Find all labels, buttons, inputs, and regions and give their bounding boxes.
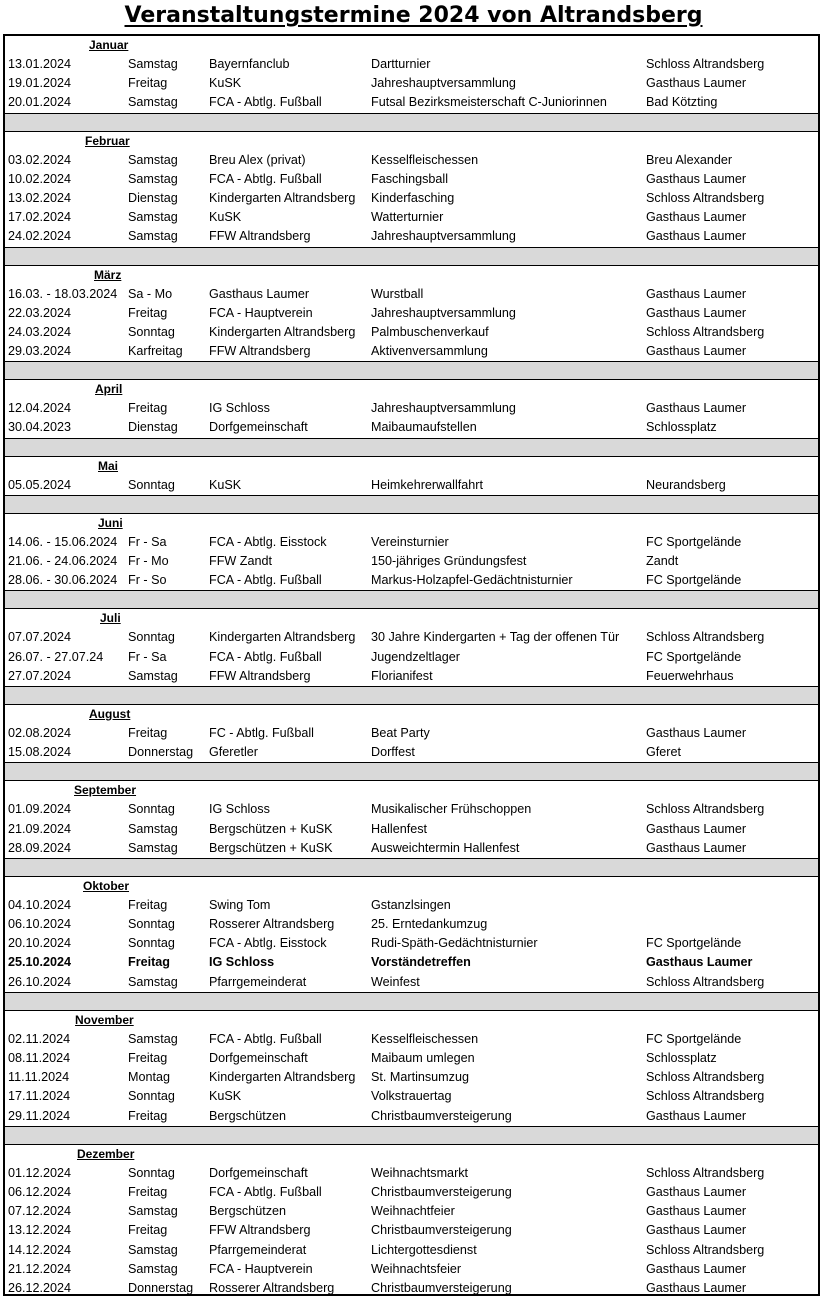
event-location: Zandt [646,554,679,568]
month-heading: August [89,706,131,721]
event-organizer: FCA - Abtlg. Fußball [209,171,322,186]
event-row [5,839,818,858]
event-location: Schloss Altrandsberg [646,974,765,989]
event-weekday: Fr - Sa [128,649,167,664]
event-weekday: Samstag [128,152,178,167]
event-weekday: Donnerstag [128,745,194,760]
event-weekday: Samstag [128,840,178,855]
event-location: Gasthaus Laumer [646,725,747,740]
event-weekday: Sonntag [128,1089,175,1104]
event-date: 07.12.2024 [8,1204,72,1219]
event-row [5,342,818,361]
event-row [5,533,818,552]
event-organizer: FFW Altrandsberg [209,668,311,683]
event-date: 06.12.2024 [8,1184,72,1199]
event-row [5,476,818,495]
event-date: 19.01.2024 [8,76,72,91]
month-block [5,380,818,438]
month-block [5,457,818,496]
month-separator [5,993,818,1011]
month-block [5,514,818,592]
event-organizer: FCA - Abtlg. Fußball [209,95,322,110]
month-block [5,781,818,859]
event-name: Maibaumaufstellen [371,420,477,435]
event-organizer: FCA - Abtlg. Fußball [209,1184,322,1199]
event-date: 21.06. - 24.06.2024 [8,554,118,568]
event-name: Futsal Bezirksmeisterschaft C-Juniorinnen [371,95,607,110]
event-date: 17.11.2024 [8,1089,71,1104]
event-weekday: Freitag [128,897,168,912]
event-name: Faschingsball [371,171,449,186]
event-weekday: Freitag [128,1223,168,1238]
event-name: Jahreshauptversammlung [371,305,516,320]
event-location: Schloss Altrandsberg [646,630,765,645]
event-weekday: Fr - Sa [128,534,167,549]
event-location: Gasthaus Laumer [646,1280,747,1295]
event-row [5,170,818,189]
event-row [5,820,818,839]
event-weekday: Fr - Mo [128,554,169,568]
event-organizer: IG Schloss [209,955,275,970]
month-separator [5,362,818,380]
month-block [5,1011,818,1127]
event-weekday: Montag [128,1070,171,1085]
event-row [5,1279,818,1296]
events-table [3,34,820,1296]
event-date: 14.12.2024 [8,1242,72,1257]
event-name: Christbaumversteigerung [371,1108,512,1123]
event-location: Schloss Altrandsberg [646,57,765,71]
event-weekday: Fr - So [128,573,167,588]
event-date: 01.09.2024 [8,802,72,817]
event-organizer: KuSK [209,76,242,91]
month-separator [5,763,818,781]
event-date: 10.02.2024 [8,171,72,186]
event-name: Rudi-Späth-Gedächtnisturnier [371,936,538,951]
event-row [5,648,818,667]
event-date: 17.02.2024 [8,210,72,225]
event-name: Volkstrauertag [371,1089,452,1104]
event-organizer: FCA - Abtlg. Eisstock [209,936,327,951]
event-row [5,628,818,647]
event-row [5,896,818,915]
event-location: Gasthaus Laumer [646,171,747,186]
event-location: Gasthaus Laumer [646,1204,747,1219]
event-organizer: Pfarrgemeinderat [209,974,307,989]
event-row [5,724,818,743]
event-location: Gasthaus Laumer [646,821,747,836]
month-separator [5,439,818,457]
event-name: Lichtergottesdienst [371,1242,477,1257]
event-date: 13.12.2024 [8,1223,72,1238]
event-date: 30.04.2023 [8,420,72,435]
event-name: Weihnachtsmarkt [371,1165,469,1180]
event-row [5,1107,818,1126]
event-weekday: Sonntag [128,477,175,492]
event-row [5,227,818,246]
event-row [5,973,818,992]
event-organizer: Kindergarten Altrandsberg [209,324,356,339]
event-row [5,1221,818,1240]
event-location: Gasthaus Laumer [646,1108,747,1123]
event-date: 13.01.2024 [8,57,72,71]
event-date: 04.10.2024 [8,897,72,912]
event-location: Gasthaus Laumer [646,305,747,320]
event-weekday: Sonntag [128,917,175,932]
event-location: Gasthaus Laumer [646,1184,747,1199]
page-title [0,2,827,30]
month-separator [5,248,818,266]
event-organizer: FCA - Abtlg. Fußball [209,649,322,664]
event-location: Breu Alexander [646,152,733,167]
event-date: 08.11.2024 [8,1051,71,1065]
event-date: 06.10.2024 [8,917,72,932]
month-heading: Oktober [83,878,130,893]
event-location: Schloss Altrandsberg [646,324,765,339]
event-organizer: Breu Alex (privat) [209,152,306,167]
event-row [5,571,818,590]
event-row [5,1164,818,1183]
event-organizer: Gasthaus Laumer [209,286,310,301]
month-separator [5,859,818,877]
event-date: 15.08.2024 [8,745,72,760]
event-organizer: Rosserer Altrandsberg [209,1280,335,1295]
month-block [5,1145,818,1296]
event-date: 24.03.2024 [8,324,72,339]
event-organizer: FC - Abtlg. Fußball [209,725,314,740]
event-location: Gferet [646,745,681,760]
event-name: Kesselfleischessen [371,152,479,167]
event-weekday: Sa - Mo [128,286,173,301]
event-location: FC Sportgelände [646,1031,742,1046]
event-name: Gstanzlsingen [371,897,451,912]
event-location: Schloss Altrandsberg [646,802,765,817]
month-separator [5,591,818,609]
event-name: Jahreshauptversammlung [371,229,516,244]
event-name: Kesselfleischessen [371,1031,479,1046]
event-row [5,1087,818,1106]
event-date: 24.02.2024 [8,229,72,244]
event-organizer: KuSK [209,210,242,225]
event-row [5,1241,818,1260]
event-name: Vorständetreffen [371,955,471,970]
month-separator [5,1127,818,1145]
event-date: 29.03.2024 [8,344,72,359]
event-row [5,399,818,418]
event-date: 22.03.2024 [8,305,72,320]
event-name: Palmbuschenverkauf [371,324,489,339]
event-name: Aktivenversammlung [371,344,488,359]
event-date: 29.11.2024 [8,1108,71,1123]
event-name: Maibaum umlegen [371,1051,475,1065]
event-organizer: FFW Altrandsberg [209,1223,311,1238]
event-row [5,418,818,437]
event-weekday: Sonntag [128,324,175,339]
event-weekday: Samstag [128,974,178,989]
month-block [5,705,818,763]
event-date: 20.01.2024 [8,95,72,110]
event-location: Gasthaus Laumer [646,1223,747,1238]
event-location: Schloss Altrandsberg [646,190,765,205]
event-weekday: Freitag [128,955,170,970]
event-date: 20.10.2024 [8,936,72,951]
event-organizer: FCA - Abtlg. Eisstock [209,534,327,549]
event-date: 28.09.2024 [8,840,72,855]
event-name: Markus-Holzapfel-Gedächtnisturnier [371,573,573,588]
event-weekday: Samstag [128,229,178,244]
event-organizer: Bergschützen + KuSK [209,840,333,855]
event-organizer: Bayernfanclub [209,57,290,71]
month-heading: März [94,267,122,282]
event-location: Gasthaus Laumer [646,229,747,244]
event-date: 05.05.2024 [8,477,72,492]
month-heading: Februar [85,133,130,148]
event-row [5,55,818,74]
event-date: 25.10.2024 [8,955,72,970]
month-heading: Juli [100,611,121,626]
event-name: Christbaumversteigerung [371,1223,512,1238]
event-row [5,667,818,686]
event-location: Gasthaus Laumer [646,210,747,225]
event-organizer: Rosserer Altrandsberg [209,917,335,932]
event-date: 07.07.2024 [8,630,72,645]
event-weekday: Freitag [128,725,168,740]
event-row [5,323,818,342]
event-location: FC Sportgelände [646,649,742,664]
event-name: Weinfest [371,974,420,989]
event-date: 28.06. - 30.06.2024 [8,573,118,588]
event-name: 150-jähriges Gründungsfest [371,554,527,568]
month-block [5,266,818,363]
event-weekday: Samstag [128,95,178,110]
event-organizer: FFW Zandt [209,554,272,568]
event-location: Schlossplatz [646,1051,717,1065]
event-organizer: FCA - Hauptverein [209,305,313,320]
month-heading: Januar [89,38,129,52]
event-location: Schloss Altrandsberg [646,1165,765,1180]
event-name: Christbaumversteigerung [371,1184,512,1199]
event-location: FC Sportgelände [646,573,742,588]
event-weekday: Samstag [128,171,178,186]
event-row [5,189,818,208]
event-weekday: Sonntag [128,936,175,951]
event-organizer: Kindergarten Altrandsberg [209,190,356,205]
event-date: 26.12.2024 [8,1280,72,1295]
event-date: 02.08.2024 [8,725,72,740]
event-location: FC Sportgelände [646,936,742,951]
event-location: Schloss Altrandsberg [646,1089,765,1104]
event-weekday: Karfreitag [128,344,183,359]
event-organizer: Bergschützen [209,1204,287,1219]
event-weekday: Freitag [128,305,168,320]
month-heading: Mai [98,458,119,473]
month-separator [5,687,818,705]
event-organizer: Dorfgemeinschaft [209,1051,308,1065]
event-name: 25. Erntedankumzug [371,917,488,932]
event-row [5,74,818,93]
event-weekday: Samstag [128,57,178,71]
event-organizer: IG Schloss [209,401,270,416]
event-weekday: Samstag [128,1031,178,1046]
event-name: Dorffest [371,745,415,760]
event-row [5,1049,818,1068]
event-organizer: KuSK [209,1089,242,1104]
event-name: Jahreshauptversammlung [371,76,516,91]
event-name: Hallenfest [371,821,428,836]
event-name: Weihnachtsfeier [371,1261,462,1276]
event-organizer: FCA - Hauptverein [209,1261,313,1276]
event-row [5,743,818,762]
month-heading: Dezember [77,1146,135,1161]
event-weekday: Freitag [128,1108,168,1123]
event-name: Vereinsturnier [371,534,449,549]
event-row [5,552,818,571]
month-heading: April [95,382,123,397]
event-location: Schloss Altrandsberg [646,1070,765,1085]
event-organizer: FCA - Abtlg. Fußball [209,573,322,588]
month-heading: September [74,783,137,798]
event-row [5,1202,818,1221]
event-date: 11.11.2024 [8,1070,70,1085]
event-weekday: Samstag [128,1261,178,1276]
event-row [5,800,818,819]
event-organizer: Gferetler [209,745,258,760]
event-organizer: Swing Tom [209,897,271,912]
event-organizer: FFW Altrandsberg [209,344,311,359]
month-heading: Juni [98,515,123,530]
event-name: Dartturnier [371,57,431,71]
month-heading: November [75,1012,134,1027]
month-block [5,36,818,114]
event-row [5,1260,818,1279]
event-date: 14.06. - 15.06.2024 [8,534,118,549]
event-date: 13.02.2024 [8,190,72,205]
event-name: Heimkehrerwallfahrt [371,477,483,492]
event-name: Jahreshauptversammlung [371,401,516,416]
page-title-text: Veranstaltungstermine 2024 von Altrandsberg [124,3,703,28]
event-name: Florianifest [371,668,433,683]
event-row [5,1183,818,1202]
event-location: Feuerwehrhaus [646,668,734,683]
event-location: FC Sportgelände [646,534,742,549]
event-weekday: Samstag [128,1242,178,1257]
event-name: Kinderfasching [371,190,455,205]
event-location: Gasthaus Laumer [646,1261,747,1276]
event-weekday: Dienstag [128,420,178,435]
event-date: 21.12.2024 [8,1261,72,1276]
event-name: Wurstball [371,286,424,301]
event-name: St. Martinsumzug [371,1070,469,1085]
event-organizer: KuSK [209,477,242,492]
event-location: Gasthaus Laumer [646,76,747,91]
event-organizer: FCA - Abtlg. Fußball [209,1031,322,1046]
event-name: Jugendzeltlager [371,649,460,664]
event-date: 03.02.2024 [8,152,72,167]
event-name: Musikalischer Frühschoppen [371,802,532,817]
event-row [5,934,818,953]
event-row [5,953,818,972]
event-organizer: Kindergarten Altrandsberg [209,630,356,645]
event-weekday: Freitag [128,76,168,91]
event-location: Gasthaus Laumer [646,955,753,970]
event-organizer: Pfarrgemeinderat [209,1242,307,1257]
event-date: 12.04.2024 [8,401,72,416]
event-location: Gasthaus Laumer [646,286,747,301]
event-row [5,93,818,112]
event-location: Bad Kötzting [646,95,718,110]
event-name: Ausweichtermin Hallenfest [371,840,520,855]
event-date: 21.09.2024 [8,821,72,836]
event-name: 30 Jahre Kindergarten + Tag der offenen Tür [371,630,620,645]
event-date: 26.07. - 27.07.24 [8,649,104,664]
event-location: Schlossplatz [646,420,717,435]
event-weekday: Samstag [128,1204,178,1219]
event-name: Weihnachtfeier [371,1204,455,1219]
event-location: Gasthaus Laumer [646,840,747,855]
event-date: 16.03. - 18.03.2024 [8,286,118,301]
event-name: Beat Party [371,725,430,740]
event-row [5,1030,818,1049]
event-row [5,915,818,934]
event-weekday: Freitag [128,401,168,416]
event-location: Gasthaus Laumer [646,401,747,416]
event-date: 02.11.2024 [8,1031,71,1046]
event-name: Christbaumversteigerung [371,1280,512,1295]
month-block [5,132,818,248]
event-weekday: Samstag [128,210,178,225]
event-weekday: Sonntag [128,1165,175,1180]
event-location: Neurandsberg [646,477,726,492]
month-separator [5,114,818,132]
event-location: Gasthaus Laumer [646,344,747,359]
event-date: 26.10.2024 [8,974,72,989]
event-row [5,1068,818,1087]
event-row [5,304,818,323]
event-weekday: Samstag [128,668,178,683]
event-row [5,285,818,304]
event-weekday: Dienstag [128,190,178,205]
event-row [5,208,818,227]
month-separator [5,496,818,514]
event-date: 27.07.2024 [8,668,72,683]
event-weekday: Freitag [128,1184,168,1199]
event-weekday: Sonntag [128,630,175,645]
event-organizer: Bergschützen [209,1108,287,1123]
event-organizer: Dorfgemeinschaft [209,420,308,435]
month-block [5,877,818,993]
event-row [5,151,818,170]
event-location: Schloss Altrandsberg [646,1242,765,1257]
event-weekday: Sonntag [128,802,175,817]
event-organizer: FFW Altrandsberg [209,229,311,244]
event-weekday: Samstag [128,821,178,836]
event-name: Watterturnier [371,210,444,225]
event-organizer: IG Schloss [209,802,270,817]
event-weekday: Freitag [128,1051,168,1065]
event-weekday: Donnerstag [128,1280,194,1295]
month-block [5,609,818,687]
event-date: 01.12.2024 [8,1165,72,1180]
event-organizer: Dorfgemeinschaft [209,1165,308,1180]
event-organizer: Kindergarten Altrandsberg [209,1070,356,1085]
event-organizer: Bergschützen + KuSK [209,821,333,836]
